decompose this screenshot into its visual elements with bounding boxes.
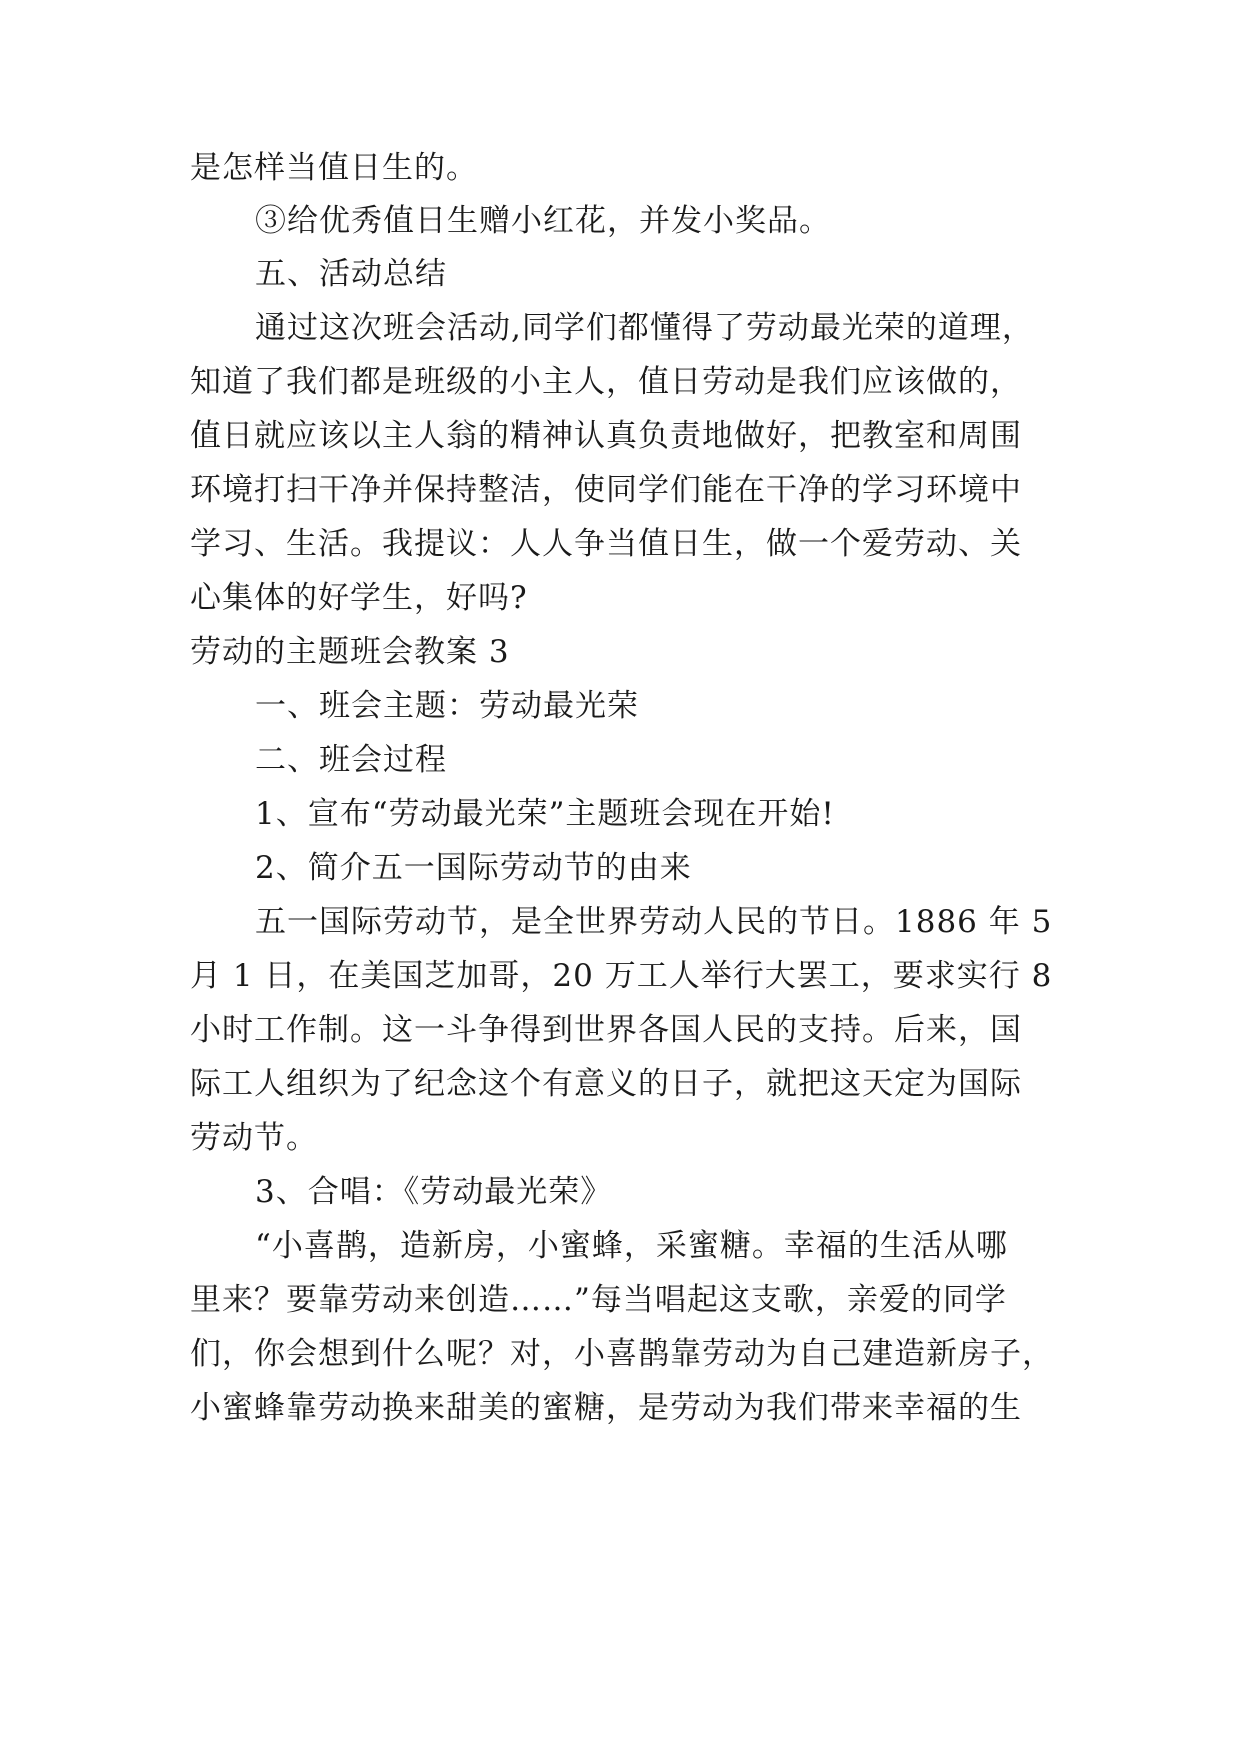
text-line: 3、合唱：《劳动最光荣》: [255, 1174, 613, 1210]
text-line: 五一国际劳动节，是全世界劳动人民的节日。1886 年 5: [255, 904, 1053, 940]
text-line: 通过这次班会活动,同学们都懂得了劳动最光荣的道理，: [255, 310, 1034, 346]
text-line: 1、宣布“劳动最光荣”主题班会现在开始!: [255, 796, 835, 832]
text-line: 心集体的好学生，好吗?: [190, 580, 528, 616]
text-line: “小喜鹊，造新房，小蜜蜂，采蜜糖。幸福的生活从哪: [255, 1228, 1008, 1264]
text-line: 月 1 日，在美国芝加哥，20 万工人举行大罢工，要求实行 8: [190, 958, 1053, 994]
text-line: 2、简介五一国际劳动节的由来: [255, 850, 692, 886]
text-line: 际工人组织为了纪念这个有意义的日子，就把这天定为国际: [190, 1066, 1022, 1102]
text-line: 知道了我们都是班级的小主人，值日劳动是我们应该做的，: [190, 364, 1022, 400]
text-line: 劳动节。: [190, 1120, 318, 1156]
text-line: ③给优秀值日生赠小红花，并发小奖品。: [255, 203, 831, 239]
section-heading: 一、班会主题：劳动最光荣: [255, 688, 639, 724]
text-line: 环境打扫干净并保持整洁，使同学们能在干净的学习环境中: [190, 472, 1022, 508]
text-line: 值日就应该以主人翁的精神认真负责地做好，把教室和周围: [190, 418, 1022, 454]
text-line: 里来？要靠劳动来创造……”每当唱起这支歌，亲爱的同学: [190, 1282, 1007, 1318]
text-line: 是怎样当值日生的。: [190, 150, 478, 186]
text-line: 们，你会想到什么呢？对，小喜鹊靠劳动为自己建造新房子，: [190, 1336, 1054, 1372]
section-heading: 五、活动总结: [255, 256, 447, 292]
section-heading: 二、班会过程: [255, 742, 447, 778]
text-line: 学习、生活。我提议：人人争当值日生，做一个爱劳动、关: [190, 526, 1022, 562]
text-line: 小蜜蜂靠劳动换来甜美的蜜糖，是劳动为我们带来幸福的生: [190, 1390, 1022, 1426]
document-title: 劳动的主题班会教案 3: [190, 634, 510, 670]
text-line: 小时工作制。这一斗争得到世界各国人民的支持。后来，国: [190, 1012, 1022, 1048]
